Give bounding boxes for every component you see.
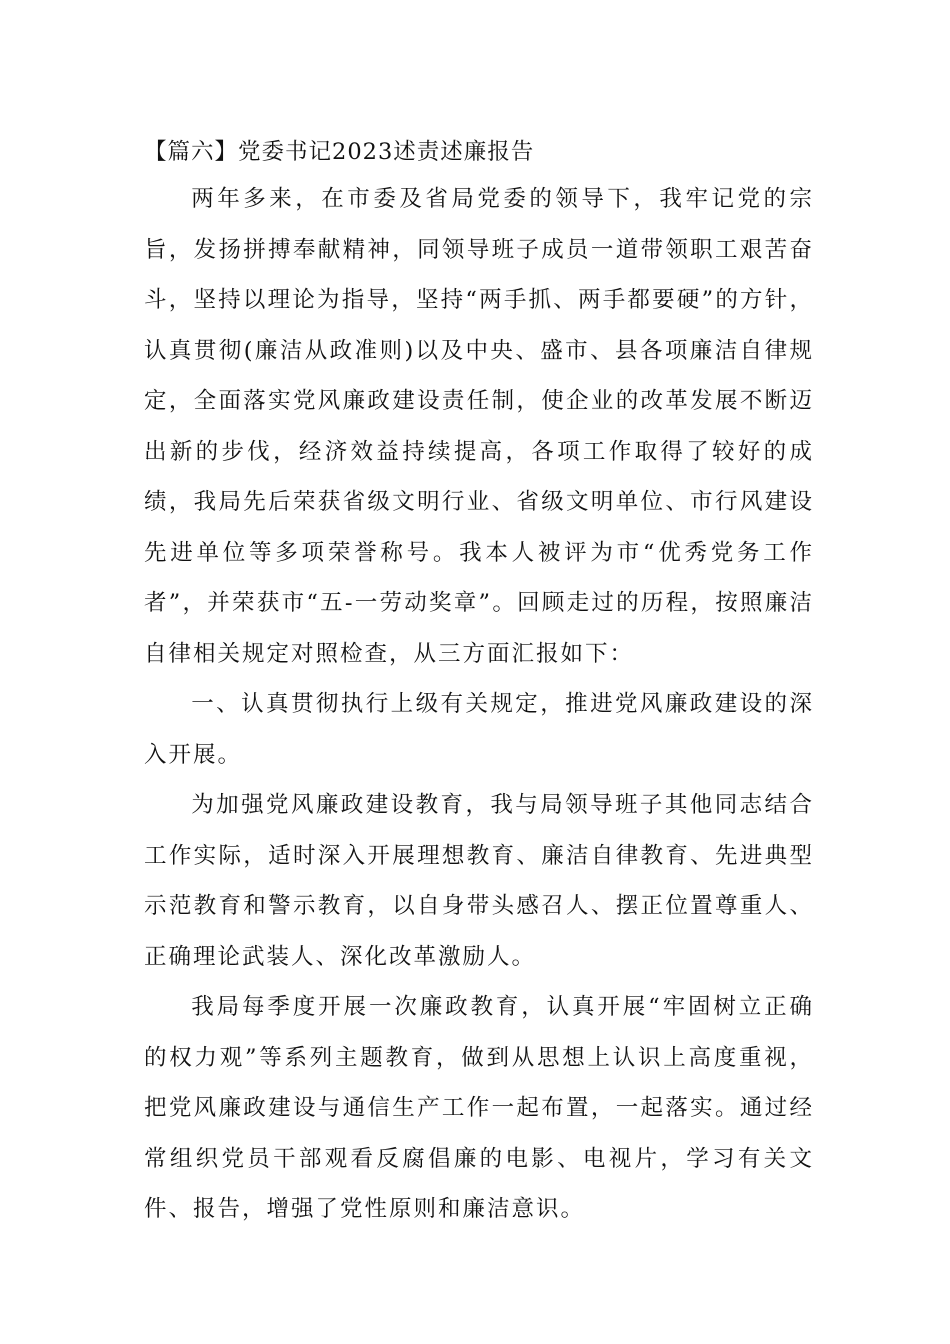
paragraph-intro: 两年多来，在市委及省局党委的领导下，我牢记党的宗旨，发扬拼搏奉献精神，同领导班子成员一道带领职工艰苦奋斗，坚持以理论为指导，坚持“两手抓、两手都要硬”的方针，认真贯彻(廉洁从政准则)以及中央、盛市、县各项廉洁自律规定，全面落实党风廉政建设责任制，使企业的改革发展不断迈出新的步伐，经济效益持续提高，各项工作取得了较好的成绩，我局先后荣获省级文明行业、省级文明单位、市行风建设先进单位等多项荣誉称号。我本人被评为市“优秀党务工作者”，并荣获市“五-一劳动奖章”。回顾走过的历程，按照廉洁自律相关规定对照检查，从三方面汇报如下： [144, 186, 814, 667]
document-body [144, 132, 814, 1235]
section-heading-one: 一、认真贯彻执行上级有关规定，推进党风廉政建设的深入开展。 [144, 691, 814, 768]
paragraph-education: 为加强党风廉政建设教育，我与局领导班子其他同志结合工作实际，适时深入开展理想教育、廉洁自律教育、先进典型示范教育和警示教育，以自身带头感召人、摆正位置尊重人、正确理论武装人、深化改革激励人。 [144, 792, 814, 970]
paragraph-quarterly-education: 我局每季度开展一次廉政教育，认真开展“牢固树立正确的权力观”等系列主题教育，做到从思想上认识上高度重视，把党风廉政建设与通信生产工作一起布置，一起落实。通过经常组织党员干部观看反腐倡廉的电影、电视片，学习有关文件、报告，增强了党性原则和廉洁意识。 [144, 994, 814, 1222]
document-title: 【篇六】党委书记2023述责述廉报告 [144, 139, 535, 165]
